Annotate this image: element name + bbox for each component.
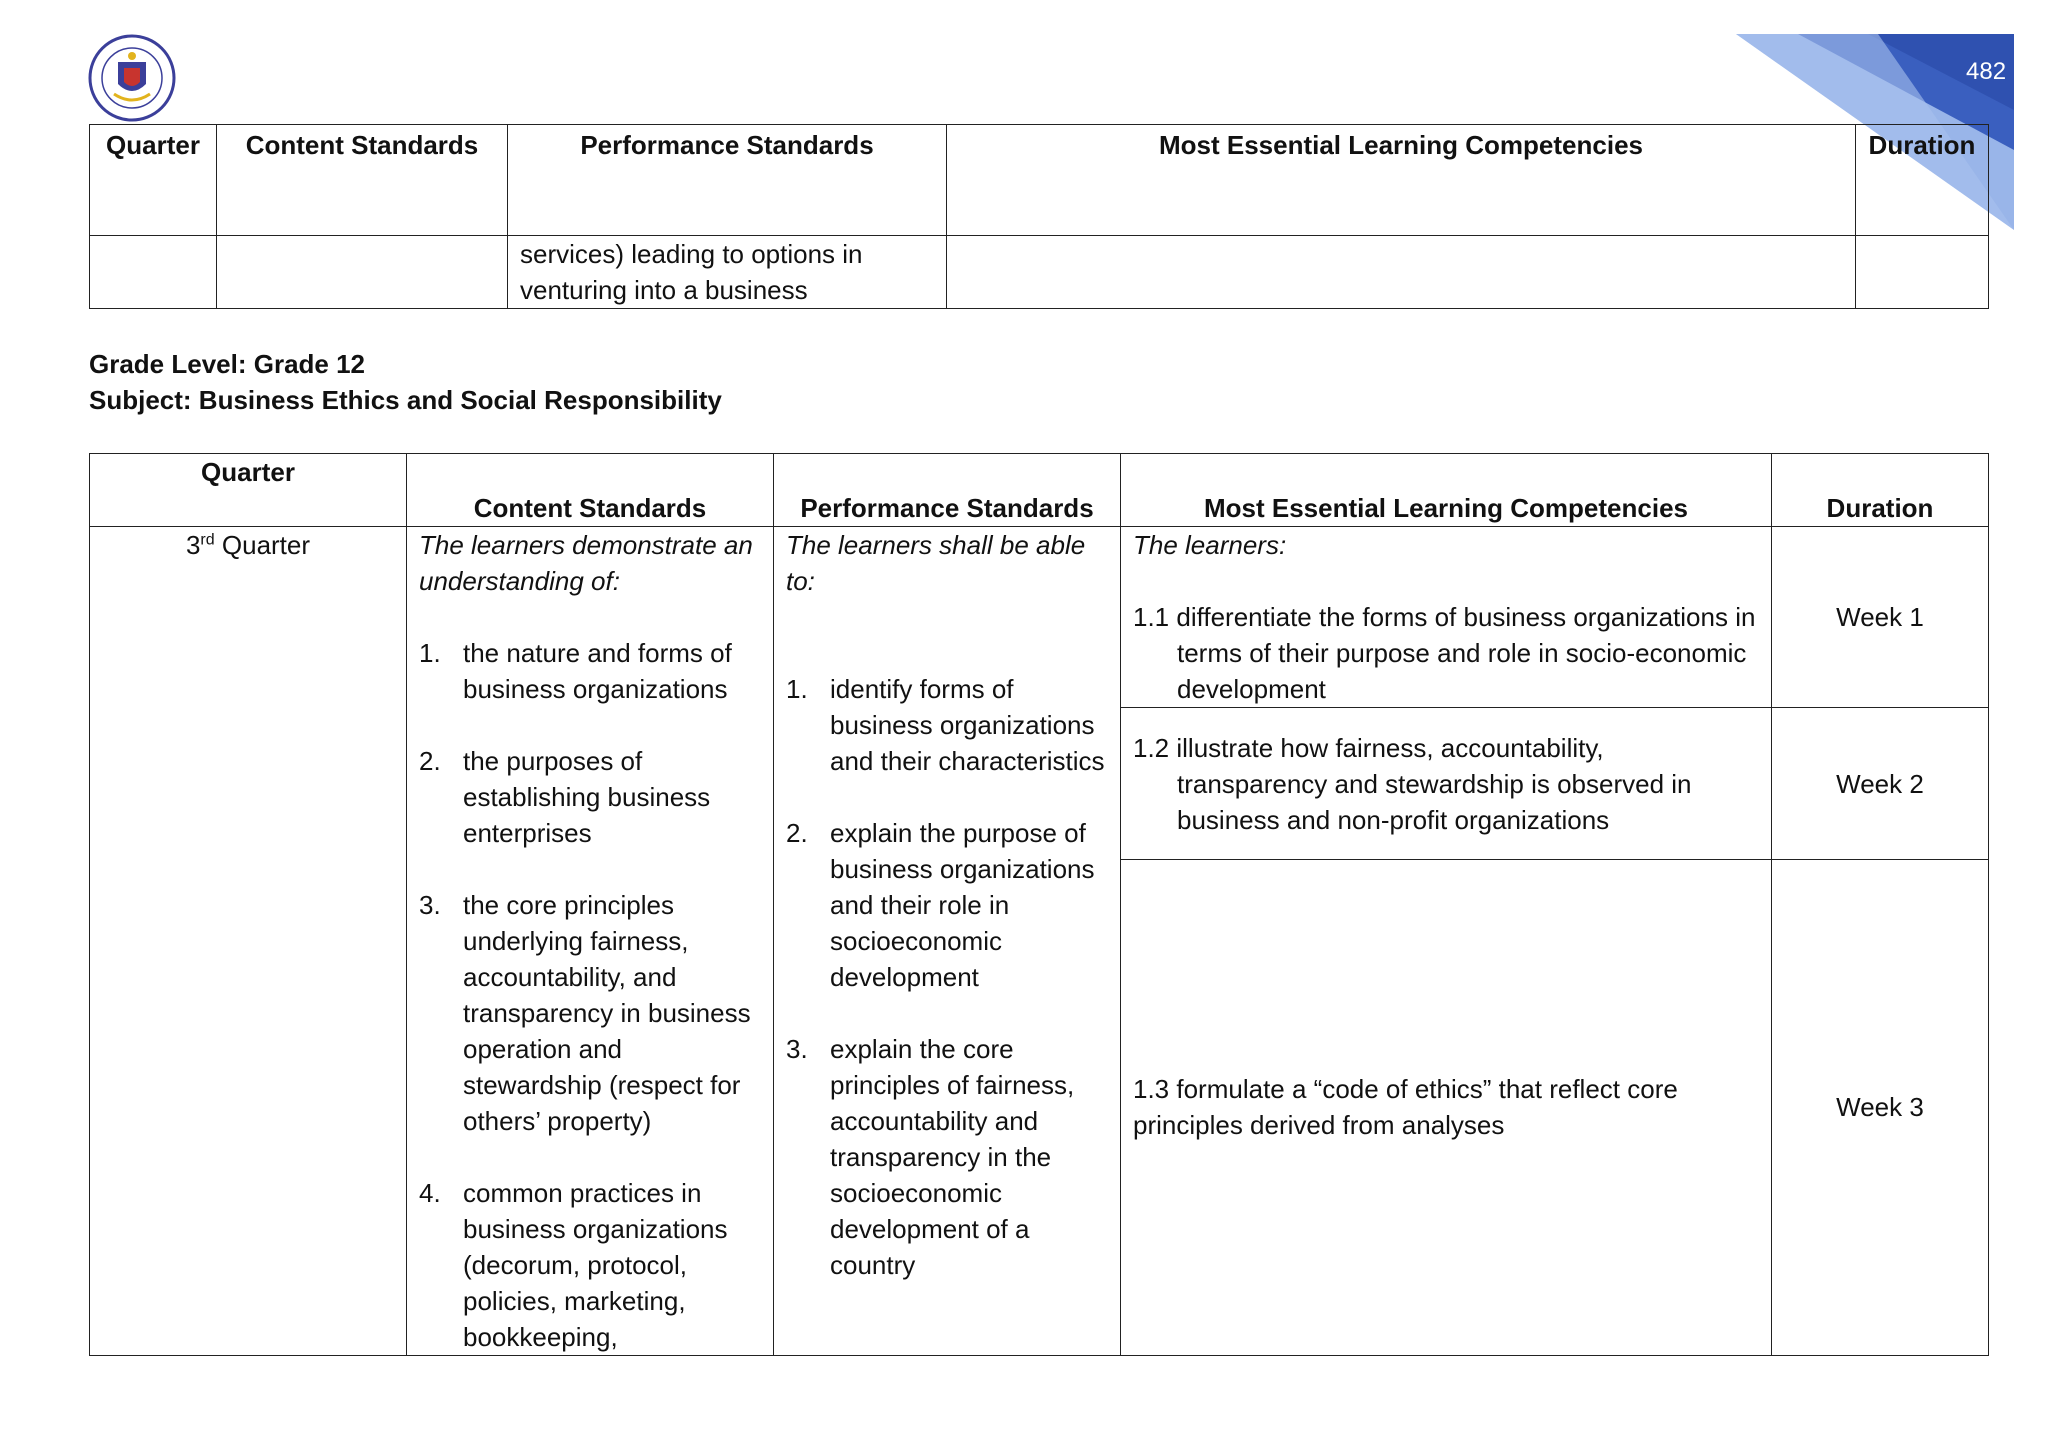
competency-cell-2 <box>1121 708 1772 859</box>
curriculum-table <box>89 453 1989 1356</box>
competency-cell-3 <box>1121 859 1772 1355</box>
quarter-ordinal: rd <box>200 531 215 549</box>
header-competencies: Most Essential Learning Competencies <box>1121 454 1772 527</box>
cell-competencies <box>947 236 1856 309</box>
table-header-row <box>90 454 1989 527</box>
list-item: 3. explain the core principles of fairness, accountability and transparency in the socioeconomic development of a country <box>786 1034 1075 1280</box>
table-header-row <box>90 125 1989 236</box>
header-duration: Duration <box>1856 125 1989 236</box>
duration-cell-1: Week 1 <box>1772 527 1989 708</box>
cell-quarter <box>90 236 217 309</box>
header-competencies: Most Essential Learning Competencies <box>947 125 1856 236</box>
performance-standards-cell <box>774 527 1121 1356</box>
cell-content <box>217 236 508 309</box>
quarter-number: 3 <box>185 530 201 560</box>
table-row <box>90 236 1989 309</box>
header-content-standards: Content Standards <box>407 454 774 527</box>
list-item: 4. common practices in business organizations (decorum, protocol, policies, marketing, bookkeeping, <box>419 1178 728 1352</box>
duration-cell-3: Week 3 <box>1772 859 1989 1355</box>
grade-level-heading: Grade Level: Grade 12 <box>89 349 366 379</box>
cell-duration <box>1856 236 1989 309</box>
content-list <box>419 635 761 1355</box>
header-duration: Duration <box>1772 454 1989 527</box>
header-performance-standards: Performance Standards <box>774 454 1121 527</box>
subject-heading: Subject: Business Ethics and Social Responsibility <box>89 385 722 415</box>
header-quarter: Quarter <box>90 125 217 236</box>
competency-text: 1.2 illustrate how fairness, accountability, transparency and stewardship is observed in business and non-profit organizations <box>1133 732 1692 835</box>
duration-cell-2: Week 2 <box>1772 708 1989 859</box>
quarter-cell <box>90 527 407 1356</box>
header-performance-standards: Performance Standards <box>508 125 947 236</box>
table-row <box>90 527 1989 708</box>
competency-text: 1.1 differentiate the forms of business organizations in terms of their purpose and role in socio-economic development <box>1133 602 1756 704</box>
content-standards-cell <box>407 527 774 1356</box>
list-item: 1. the nature and forms of business organizations <box>419 638 732 704</box>
list-item: 2. the purposes of establishing business enterprises <box>419 746 711 848</box>
list-item: 3. the core principles underlying fairness, accountability, and transparency in business operation and stewardship (respect for others’ property) <box>419 890 751 1136</box>
header-content-standards: Content Standards <box>217 125 508 236</box>
cell-performance: services) leading to options in venturing into a business <box>508 236 947 309</box>
performance-intro: The learners shall be able to: <box>786 530 1086 596</box>
competency-cell-1 <box>1121 527 1772 708</box>
list-item: 1. identify forms of business organizations and their characteristics <box>786 674 1105 776</box>
continued-table <box>89 124 1989 309</box>
content-intro: The learners demonstrate an understanding of: <box>419 530 753 596</box>
performance-list <box>786 671 1108 1283</box>
quarter-word: Quarter <box>214 530 311 560</box>
list-item: 2. explain the purpose of business organizations and their role in socioeconomic development <box>786 818 1095 992</box>
deped-seal-logo <box>88 34 176 122</box>
page-number: 482 <box>1966 58 2007 85</box>
competency-text: 1.3 formulate a “code of ethics” that reflect core principles derived from analyses <box>1133 1074 1678 1141</box>
competency-intro: The learners: <box>1133 530 1287 560</box>
header-quarter: Quarter <box>90 454 407 527</box>
